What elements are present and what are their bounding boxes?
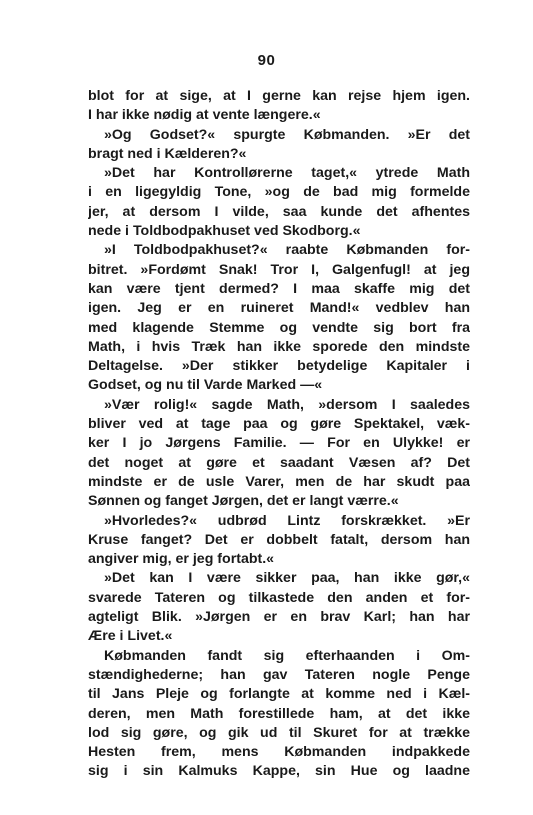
text-line: Kruse fanget? Det er dobbelt fatalt, dersom han bbox=[88, 531, 470, 548]
text-line: angiver mig, er jeg fortabt.« bbox=[88, 551, 275, 568]
text-line: Math, i hvis Træk han ikke sporede den mindste bbox=[88, 338, 470, 355]
text-line: blot for at sige, at I gerne kan rejse hjem igen. bbox=[88, 88, 470, 104]
text-line: »I Toldbodpakhuset?« raabte Købmanden for- bbox=[104, 242, 470, 259]
text-line: sig i sin Kalmuks Kappe, sin Hue og laadne bbox=[88, 763, 470, 780]
text-line: nede i Toldbodpakhuset ved Skodborg.« bbox=[88, 223, 361, 240]
text-line: til Jans Pleje og forlangte at komme ned i Kæl- bbox=[88, 686, 470, 703]
text-line: Sønnen og fanget Jørgen, det er langt værre.« bbox=[88, 493, 399, 510]
text-line: »Hvorledes?« udbrød Lintz forskrækket. »Er bbox=[104, 512, 470, 529]
text-line: agteligt Blik. »Jørgen er en brav Karl; han har bbox=[88, 609, 470, 626]
text-line: med klagende Stemme og vendte sig bort fra bbox=[88, 319, 470, 336]
text-line: bliver ved at tage paa og gøre Spektakel, væk- bbox=[88, 416, 470, 433]
text-line: svarede Tateren og tilkastede den anden et for- bbox=[88, 589, 470, 606]
text-line: jer, at dersom I vilde, saa kunde det afhentes bbox=[88, 203, 470, 220]
text-line: »Og Godset?« spurgte Købmanden. »Er det bbox=[104, 126, 470, 143]
text-line: Købmanden fandt sig efterhaanden i Om- bbox=[104, 647, 470, 664]
text-line: »Vær rolig!« sagde Math, »dersom I saaledes bbox=[104, 396, 470, 413]
text-line: bragt ned i Kælderen?« bbox=[88, 145, 247, 162]
text-line: bitret. »Fordømt Snak! Tror I, Galgenfugl! at jeg bbox=[88, 261, 470, 278]
text-line: Deltagelse. »Der stikker betydelige Kapitaler i bbox=[88, 358, 470, 375]
text-line: mindste er de usle Varer, men de har skudt paa bbox=[88, 473, 470, 490]
text-line: det noget at gøre et saadant Væsen af? Det bbox=[88, 454, 470, 471]
text-line: I har ikke nødig at vente længere.« bbox=[88, 107, 321, 124]
text-line: »Det kan I være sikker paa, han ikke gør,« bbox=[104, 570, 470, 587]
text-line: ker I jo Jørgens Familie. — For en Ulykke! er bbox=[88, 435, 470, 452]
text-line: Ære i Livet.« bbox=[88, 628, 173, 645]
page-number: 90 bbox=[257, 52, 276, 69]
text-line: »Det har Kontrollørerne taget,« ytrede Math bbox=[104, 165, 470, 182]
text-line: stændighederne; han gav Tateren nogle Penge bbox=[88, 666, 470, 683]
text-line: deren, men Math forestillede ham, at det ikke bbox=[88, 705, 470, 722]
text-line: Hesten frem, mens Købmanden indpakkede bbox=[88, 744, 470, 761]
body-text bbox=[88, 87, 470, 782]
text-line: i en ligegyldig Tone, »og de bad mig formelde bbox=[88, 184, 470, 201]
text-line: igen. Jeg er en ruineret Mand!« vedblev han bbox=[88, 300, 470, 317]
text-line: kan være tjent dermed? I maa skaffe mig det bbox=[88, 280, 470, 297]
text-line: Godset, og nu til Varde Marked —« bbox=[88, 377, 323, 394]
text-line: lod sig gøre, og gik ud til Skuret for at trække bbox=[88, 724, 470, 741]
